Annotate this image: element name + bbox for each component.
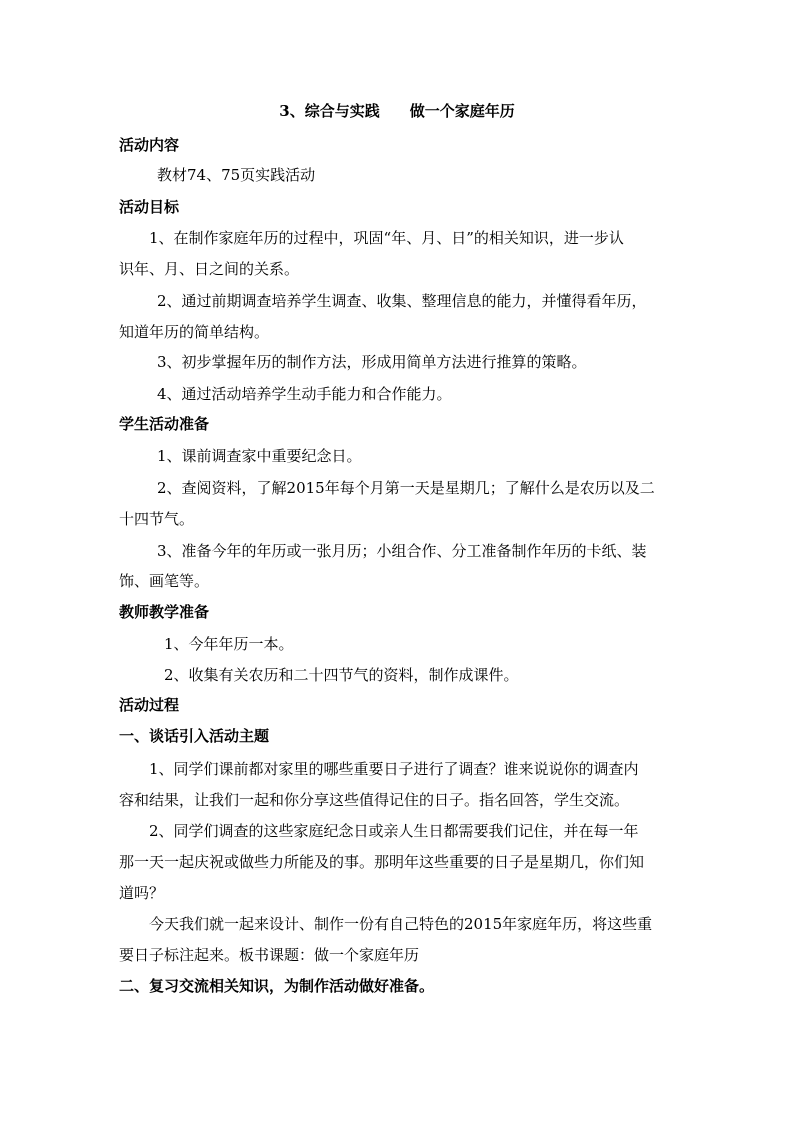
process-subheading-1: 一、谈话引入活动主题 [119, 727, 270, 745]
section-heading-process: 活动过程 [119, 696, 180, 714]
section-heading-student-prep: 学生活动准备 [119, 415, 210, 433]
process-line: 那一天一起庆祝或做些力所能及的事。那明年这些重要的日子是星期几，你们知 [119, 853, 645, 871]
student-prep-line: 十四节气。 [119, 510, 195, 528]
process-subheading-2: 二、复习交流相关知识，为制作活动做好准备。 [119, 977, 435, 995]
process-line: 容和结果，让我们一起和你分享这些值得记住的日子。指名回答，学生交流。 [119, 791, 630, 809]
process-line: 1、同学们课前都对家里的哪些重要日子进行了调查？谁来说说你的调查内 [149, 760, 639, 778]
goal-line: 1、在制作家庭年历的过程中，巩固“年、月、日”的相关知识，进一步认 [149, 229, 624, 247]
goal-line: 4、通过活动培养学生动手能力和合作能力。 [157, 385, 452, 403]
goal-line: 识年、月、日之间的关系。 [119, 260, 300, 278]
student-prep-line: 3、准备今年的年历或一张月历；小组合作、分工准备制作年历的卡纸、装 [157, 542, 647, 560]
goal-line: 知道年历的简单结构。 [119, 323, 270, 341]
process-line: 要日子标注起来。板书课题：做一个家庭年历 [119, 946, 420, 964]
section-heading-goals: 活动目标 [119, 198, 180, 216]
student-prep-line: 2、查阅资料，了解2015年每个月第一天是星期几；了解什么是农历以及二 [157, 479, 655, 497]
document-title: 3、综合与实践 做一个家庭年历 [279, 102, 515, 120]
process-line: 2、同学们调查的这些家庭纪念日或亲人生日都需要我们记住，并在每一年 [149, 822, 639, 840]
section-heading-teacher-prep: 教师教学准备 [119, 603, 210, 621]
goal-line: 2、通过前期调查培养学生调查、收集、整理信息的能力，并懂得看年历， [157, 292, 647, 310]
goal-line: 3、初步掌握年历的制作方法，形成用简单方法进行推算的策略。 [157, 353, 587, 371]
student-prep-line: 饰、画笔等。 [119, 572, 210, 590]
teacher-prep-line: 2、收集有关农历和二十四节气的资料，制作成课件。 [164, 666, 519, 684]
student-prep-line: 1、课前调查家中重要纪念日。 [157, 447, 362, 465]
teacher-prep-line: 1、今年年历一本。 [164, 635, 294, 653]
process-line: 今天我们就一起来设计、制作一份有自己特色的2015年家庭年历，将这些重 [149, 915, 653, 933]
section-heading-content: 活动内容 [119, 136, 180, 154]
content-line: 教材74、75页实践活动 [157, 166, 316, 184]
process-line: 道吗？ [119, 884, 165, 902]
